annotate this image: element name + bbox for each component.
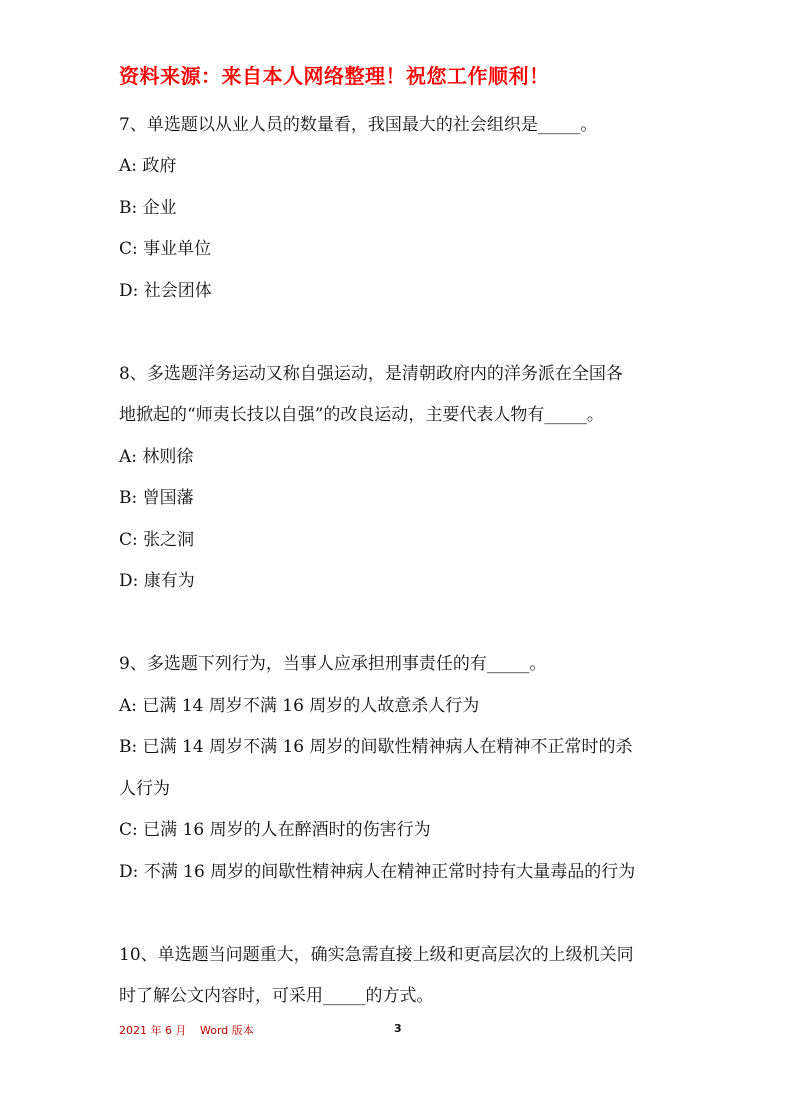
question-7-option-d: D: 社会团体 <box>119 281 212 301</box>
question-8-option-b: B: 曾国藩 <box>119 488 194 508</box>
question-8-option-c: C: 张之洞 <box>119 530 195 550</box>
question-9-option-b-line-2: 人行为 <box>119 779 170 799</box>
question-8-option-a: A: 林则徐 <box>119 447 194 467</box>
question-10-stem-line-1: 10、单选题当问题重大，确实急需直接上级和更高层次的上级机关同 <box>119 945 634 965</box>
question-7-option-c: C: 事业单位 <box>119 239 212 259</box>
question-7-option-a: A: 政府 <box>119 156 177 176</box>
question-10-stem-line-2: 时了解公文内容时，可采用_____的方式。 <box>119 986 434 1006</box>
question-7-option-b: B: 企业 <box>119 198 177 218</box>
question-8-option-d: D: 康有为 <box>119 571 195 591</box>
footer-version: Word 版本 <box>200 1024 254 1037</box>
question-9-stem: 9、多选题下列行为，当事人应承担刑事责任的有_____。 <box>119 654 547 674</box>
footer-date: 2021 年 6 月 <box>119 1024 187 1037</box>
page-number: 3 <box>394 1022 402 1035</box>
question-9-option-b-line-1: B: 已满 14 周岁不满 16 周岁的间歇性精神病人在精神不正常时的杀 <box>119 737 633 757</box>
question-8-stem-line-2: 地掀起的“师夷长技以自强”的改良运动，主要代表人物有_____。 <box>119 405 604 425</box>
question-9-option-a: A: 已满 14 周岁不满 16 周岁的人故意杀人行为 <box>119 696 480 716</box>
source-banner: 资料来源：来自本人网络整理！祝您工作顺利！ <box>119 64 550 88</box>
question-7-stem: 7、单选题以从业人员的数量看，我国最大的社会组织是_____。 <box>119 115 598 135</box>
question-9-option-c: C: 已满 16 周岁的人在醉酒时的伤害行为 <box>119 820 431 840</box>
question-9-option-d: D: 不满 16 周岁的间歇性精神病人在精神正常时持有大量毒品的行为 <box>119 862 636 882</box>
question-8-stem-line-1: 8、多选题洋务运动又称自强运动，是清朝政府内的洋务派在全国各 <box>119 364 623 384</box>
